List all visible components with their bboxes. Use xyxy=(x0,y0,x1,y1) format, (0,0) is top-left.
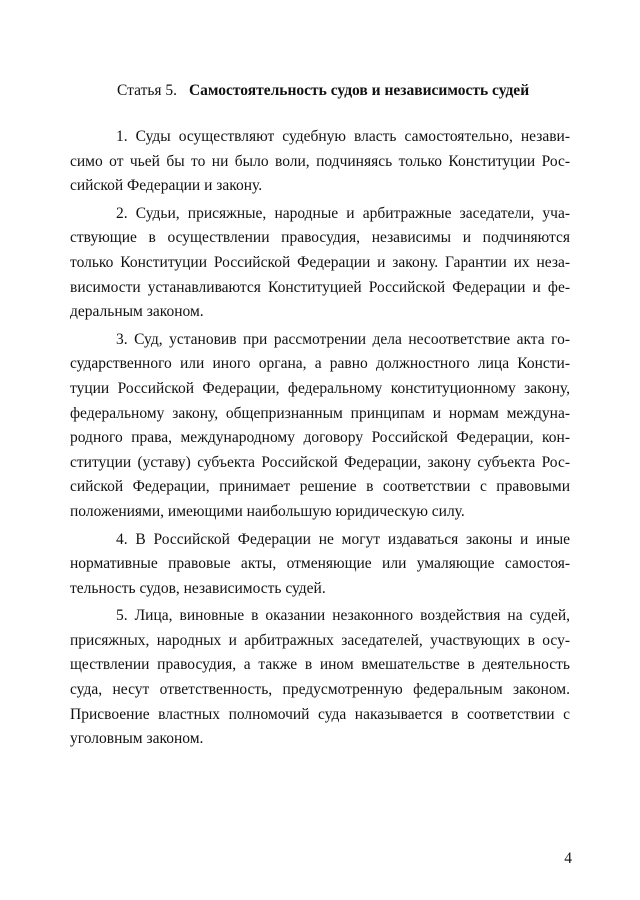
paragraph-line: деральным законом. xyxy=(70,303,204,321)
paragraph-line: родного права, международному договору Российской Федерации, кон- xyxy=(70,429,570,447)
paragraph-line: 2. Судьи, присяжные, народные и арбитражные заседатели, уча- xyxy=(116,204,570,222)
paragraph-line: положениями, имеющими наибольшую юридическую силу. xyxy=(70,502,465,520)
paragraph-line: 4. В Российской Федерации не могут издаваться законы и иные xyxy=(116,530,570,548)
paragraph-line: тельность судов, независимость судей. xyxy=(70,579,326,597)
paragraph-line: федеральному закону, общепризнанным принципам и нормам междуна- xyxy=(70,404,570,422)
paragraph-line: сийской Федерации, принимает решение в соответствии с правовыми xyxy=(70,478,570,496)
paragraph-line: 1. Суды осуществляют судебную власть самостоятельно, незави- xyxy=(116,128,570,145)
paragraph-line: 5. Лица, виновные в оказании незаконного воздействия на судей, xyxy=(116,607,570,625)
paragraph-line: 3. Суд, установив при рассмотрении дела несоответствие акта го- xyxy=(116,330,570,348)
paragraph-5 xyxy=(70,604,570,752)
paragraph-line: только Конституции Российской Федерации и закону. Гарантии их неза- xyxy=(70,253,570,271)
paragraph-line: ществлении правосудия, а также в ином вмешательстве в деятельность xyxy=(70,656,570,674)
paragraph-line: сударственного или иного органа, а равно должностного лица Консти- xyxy=(70,355,570,373)
page-number: 4 xyxy=(564,850,572,867)
paragraph-line: ствующие в осуществлении правосудия, независимы и подчиняются xyxy=(70,229,570,247)
paragraph-line: уголовным законом. xyxy=(70,730,204,748)
paragraph-line: ституции (уставу) субъекта Российской Федерации, закону субъекта Рос- xyxy=(70,453,570,471)
paragraph-line: присяжных, народных и арбитражных заседателей, участвующих в осу- xyxy=(70,631,570,649)
paragraph-line: туции Российской Федерации, федеральному конституционному закону, xyxy=(70,379,570,397)
article-number: Статья 5. xyxy=(117,82,178,99)
paragraph-1 xyxy=(70,125,570,199)
paragraph-4 xyxy=(70,528,570,602)
paragraph-line: суда, несут ответственность, предусмотренную федеральным законом. xyxy=(70,681,570,699)
article-body xyxy=(70,125,570,752)
paragraph-line: нормативные правовые акты, отменяющие или умаляющие самостоя- xyxy=(70,555,570,573)
paragraph-line: висимости устанавливаются Конституцией Российской Федерации и фе- xyxy=(70,278,570,296)
article-title: Самостоятельность судов и независимость судей xyxy=(188,82,530,99)
paragraph-line: симо от чьей бы то ни было воли, подчиняясь только Конституции Рос- xyxy=(70,152,570,170)
article-heading xyxy=(117,80,529,102)
paragraph-2 xyxy=(70,202,570,325)
paragraph-3 xyxy=(70,328,570,525)
paragraph-line: сийской Федерации и закону. xyxy=(70,177,263,195)
paragraph-line: Присвоение властных полномочий суда наказывается в соответствии с xyxy=(70,705,570,723)
